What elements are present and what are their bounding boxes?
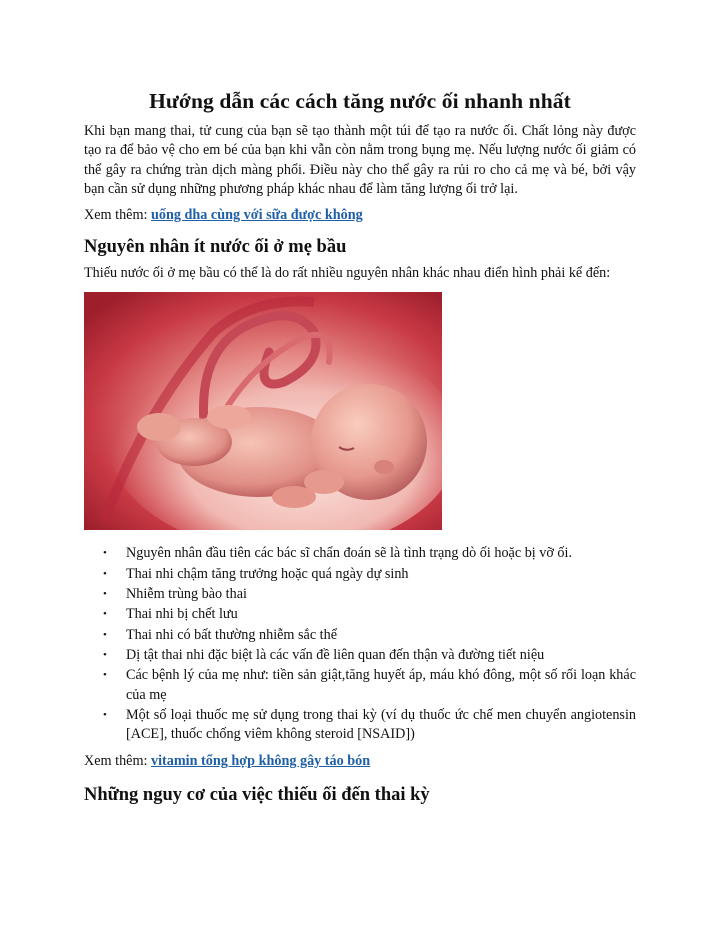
see-also-1 xyxy=(84,206,636,225)
list-item: • Dị tật thai nhi đặc biệt là các vấn đề liên quan đến thận và đường tiết niệu xyxy=(126,646,636,665)
list-item: • Thai nhi chậm tăng trưởng hoặc quá ngày dự sinh xyxy=(126,565,636,584)
see-also-prefix: Xem thêm: xyxy=(84,753,151,770)
bullet-icon: • xyxy=(103,608,107,621)
list-item: • Nhiễm trùng bào thai xyxy=(126,585,636,604)
intro-paragraph: Khi bạn mang thai, tử cung của bạn sẽ tạo thành một túi để tạo ra nước ối. Chất lỏng này được tạo ra để bảo vệ cho em bé của bạn khi vẫn còn nằm trong bụng mẹ. Nếu lượng nước ối giảm có thể gây ra chứng tràn dịch màng phổi. Điều này cho thể gây ra rủi ro cho cả mẹ và bé, bởi vậy bạn cần sử dụng những phương pháp khác nhau để làm tăng lượng ối trở lại. xyxy=(84,123,636,197)
section-heading-risks: Những nguy cơ của việc thiếu ối đến thai kỳ xyxy=(84,785,430,806)
see-also-2 xyxy=(84,752,636,771)
bullet-icon: • xyxy=(103,567,107,580)
see-also-link-vitamin[interactable]: vitamin tổng hợp không gây táo bón xyxy=(150,753,371,770)
list-item: • Thai nhi có bất thường nhiễm sắc thể xyxy=(126,626,636,645)
bullet-icon: • xyxy=(103,648,107,661)
list-item: • Thai nhi bị chết lưu xyxy=(126,605,636,624)
see-also-link-dha[interactable]: uống dha cùng với sữa được không xyxy=(150,207,363,224)
page-title: Hướng dẫn các cách tăng nước ối nhanh nhất xyxy=(149,89,571,113)
bullet-icon: • xyxy=(103,628,107,641)
see-also-prefix: Xem thêm: xyxy=(84,207,151,224)
bullet-icon: • xyxy=(103,547,107,560)
causes-list xyxy=(84,544,636,744)
bullet-icon: • xyxy=(103,669,107,682)
causes-intro-paragraph: Thiếu nước ối ở mẹ bầu có thể là do rất nhiều nguyên nhân khác nhau điển hình phải kể đến: xyxy=(84,265,611,282)
bullet-icon: • xyxy=(103,708,107,721)
section-heading-causes: Nguyên nhân ít nước ối ở mẹ bầu xyxy=(84,237,347,258)
bullet-icon: • xyxy=(103,588,107,601)
list-item: • Một số loại thuốc mẹ sử dụng trong thai kỳ (ví dụ thuốc ức chế men chuyển angiotensin [ACE], thuốc chống viêm không steroid [NSAID]) xyxy=(103,706,636,743)
list-item: • Nguyên nhân đầu tiên các bác sĩ chẩn đoán sẽ là tình trạng dò ối hoặc bị vỡ ối. xyxy=(126,544,636,563)
fetus-in-womb-photo xyxy=(84,292,442,530)
document-page xyxy=(84,0,636,807)
list-item: • Các bệnh lý của mẹ như: tiền sản giật,tăng huyết áp, máu khó đông, một số rối loạn khác của mẹ xyxy=(103,667,636,703)
